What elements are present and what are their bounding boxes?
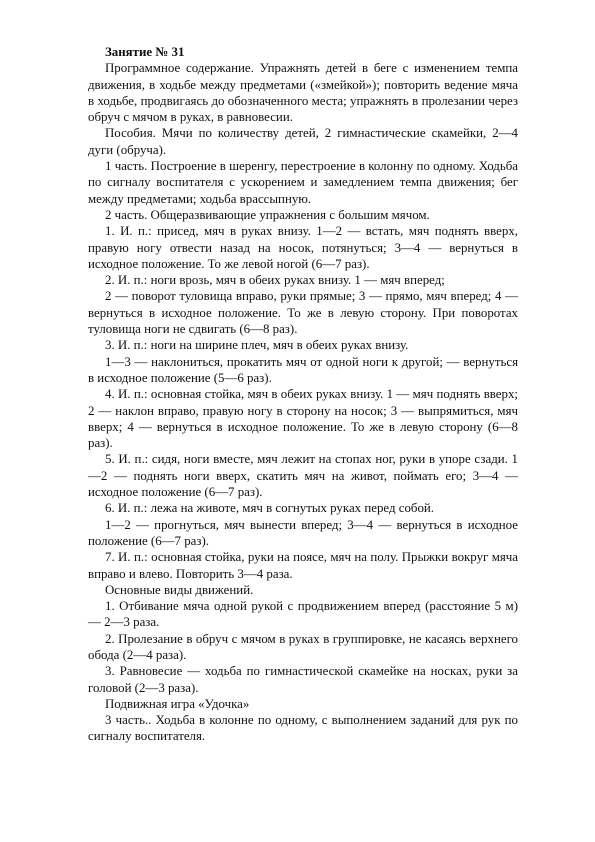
- part-2-heading: 2 часть. Общеразвивающие упражнения с большим мячом.: [105, 207, 430, 222]
- movement-1-paragraph: 1. Отбивание мяча одной рукой с продвижением вперед (расстояние 5 м) — 2—3 раза.: [88, 599, 518, 630]
- exercise-3-continuation: 1—3 — наклониться, прокатить мяч от одной ноги к другой; — вернуться в исходное положение (5—6 раз).: [88, 354, 518, 385]
- movement-2-paragraph: 2. Пролезание в обруч с мячом в руках в группировке, не касаясь верхнего обода (2—4 раза).: [88, 631, 518, 662]
- exercise-6-paragraph: 6. И. п.: лежа на животе, мяч в согнутых руках перед собой.: [105, 501, 435, 516]
- exercise-2-continuation: 2 — поворот туловища вправо, руки прямые; 3 — прямо, мяч вперед; 4 — вернуться в исходное положение. То же в левую сторону. При поворотах туловища ноги не сдвигать (6—8 раз).: [88, 289, 518, 337]
- document-page: [88, 44, 518, 745]
- lesson-title: Занятие № 31: [105, 45, 185, 59]
- exercise-7-paragraph: 7. И. п.: основная стойка, руки на поясе, мяч на полу. Прыжки вокруг мяча вправо и влево. Повторить 3—4 раза.: [88, 550, 518, 581]
- main-movements-heading: Основные виды движений.: [105, 582, 254, 597]
- part-3-paragraph: 3 часть.. Ходьба в колонне по одному, с выполнением заданий для рук по сигналу воспитателя.: [88, 713, 518, 744]
- game-heading: Подвижная игра «Удочка»: [105, 696, 250, 711]
- exercise-6-continuation: 1—2 — прогнуться, мяч вынести вперед; 3—4 — вернуться в исходное положение (6—7 раз).: [88, 517, 518, 548]
- exercise-2-paragraph: 2. И. п.: ноги врозь, мяч в обеих руках внизу. 1 — мяч вперед;: [105, 273, 445, 288]
- exercise-5-paragraph: 5. И. п.: сидя, ноги вместе, мяч лежит на стопах ног, руки в упоре сзади. 1 —2 — поднять ноги вверх, скатить мяч на живот, поймать его; 3—4 — исходное положение (6—7 раз).: [88, 452, 518, 500]
- materials-paragraph: Пособия. Мячи по количеству детей, 2 гимнастические скамейки, 2—4 дуги (обруча).: [88, 126, 518, 157]
- program-content-paragraph: Программное содержание. Упражнять детей в беге с изменением темпа движения, в ходьбе между предметами («змейкой»); повторить ведение мяча в ходьбе, продвигаясь до обозначенного места; упражнять в пролезании через обруч с мячом в руках, в равновесии.: [88, 61, 518, 125]
- exercise-4-paragraph: 4. И. п.: основная стойка, мяч в обеих руках внизу. 1 — мяч поднять вверх; 2 — наклон вправо, правую ногу в сторону на носок; 3 — выпрямиться, мяч вверх; 4 — вернуться в исходное положение. То же в левую сторону (6—8 раз).: [88, 387, 518, 451]
- movement-3-paragraph: 3. Равновесие — ходьба по гимнастической скамейке на носках, руки за головой (2—3 раза).: [88, 664, 518, 695]
- part-1-paragraph: 1 часть. Построение в шеренгу, перестроение в колонну по одному. Ходьба по сигналу воспитателя с ускорением и замедлением темпа движения; бег между предметами; ходьба врассыпную.: [88, 159, 518, 206]
- exercise-1-paragraph: 1. И. п.: присед, мяч в руках внизу. 1—2 — встать, мяч поднять вверх, правую ногу отвести назад на носок, потянуться; 3—4 — вернуться в исходное положение. То же левой ногой (6—7 раз).: [88, 224, 518, 271]
- exercise-3-paragraph: 3. И. п.: ноги на ширине плеч, мяч в обеих руках внизу.: [105, 338, 409, 353]
